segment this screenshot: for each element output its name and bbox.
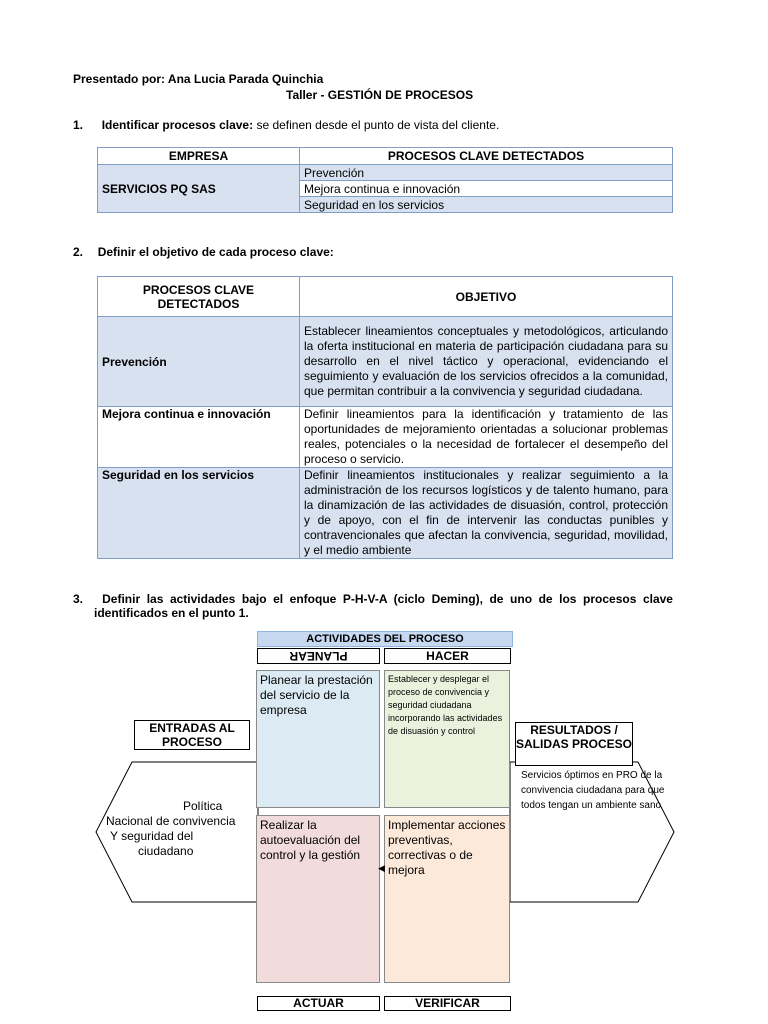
- key-processes-table: [97, 147, 673, 213]
- objective-cell: Definir lineamientos institucionales y realizar seguimiento a la administración de los recursos logísticos y de talento humano, para la dinamización de las actividades de disuasión, control, protección y de apoyo, con el fin de intervenir las conductas punibles y contravencionales que afectan la convivencia, seguridad, movilidad, y el medio ambiente: [300, 468, 673, 559]
- hacer-label: HACER: [384, 648, 511, 664]
- activities-title: ACTIVIDADES DEL PROCESO: [257, 631, 513, 647]
- section2-heading: [73, 245, 334, 259]
- cycle-arrow-icon: ◀: [378, 863, 385, 873]
- entradas-text: [104, 799, 244, 859]
- objective-cell: Establecer lineamientos conceptuales y metodológicos, articulando la oferta institucional en materia de participación ciudadana para su desarrollo en el nivel táctico y operacional, evidenciando el seguimiento y evaluación de los servicios ofrecidos a la comunidad, que permitan contribuir a la convivencia y seguridad ciudadana.: [300, 317, 673, 407]
- section3-number: 3.: [73, 592, 84, 606]
- presented-by: Presentado por: Ana Lucia Parada Quinchia: [73, 72, 324, 86]
- section3-heading: [73, 592, 673, 620]
- hacer-box: [384, 670, 510, 808]
- objectives-table: [97, 276, 673, 559]
- col-header-procesos: PROCESOS CLAVE DETECTADOS: [98, 277, 300, 317]
- actuar-box: [256, 815, 380, 983]
- section2-heading-text: Definir el objetivo de cada proceso clave:: [97, 245, 334, 259]
- actuar-label: ACTUAR: [257, 996, 380, 1011]
- col-header-empresa: EMPRESA: [98, 148, 300, 165]
- objective-cell: Definir lineamientos para la identificación y tratamiento de las oportunidades de mejoramiento orientadas a solucionar problemas reales, potenciales o la necesidad de fortalecer el desempeño del proceso o servicio.: [300, 407, 673, 468]
- entradas-line: Política: [183, 799, 223, 813]
- verificar-label: VERIFICAR: [384, 996, 511, 1011]
- resultados-label: RESULTADOS / SALIDAS PROCESO: [515, 722, 633, 766]
- process-cell: Seguridad en los servicios: [300, 197, 673, 213]
- section1-number: 1.: [73, 118, 84, 132]
- verificar-box: [384, 815, 510, 983]
- process-name-cell: Prevención: [98, 317, 300, 407]
- process-name-cell: Seguridad en los servicios: [98, 468, 300, 559]
- planear-label: PLANEAR: [257, 648, 380, 664]
- col-header-objetivo: OBJETIVO: [300, 277, 673, 317]
- resultados-text: Servicios óptimos en PRO de la convivencia ciudadana para que todos tengan un ambiente sano: [521, 770, 665, 811]
- entradas-label: ENTRADAS AL PROCESO: [134, 720, 250, 750]
- page-title: Taller - GESTIÓN DE PROCESOS: [286, 88, 474, 102]
- section2-number: 2.: [73, 245, 84, 259]
- process-cell: Mejora continua e innovación: [300, 181, 673, 197]
- company-cell: SERVICIOS PQ SAS: [98, 165, 300, 213]
- section3-heading-line2: identificados en el punto 1.: [94, 606, 249, 620]
- entradas-line: Nacional de convivencia: [106, 814, 236, 828]
- section3-heading-line1: Definir las actividades bajo el enfoque P-H-V-A (ciclo Deming), de uno de los procesos clave: [102, 592, 673, 606]
- actuar-text: Realizar la autoevaluación del control y la gestión: [260, 818, 361, 862]
- entradas-line: Y seguridad del: [110, 829, 194, 843]
- planear-text: Planear la prestación del servicio de la empresa: [260, 673, 373, 717]
- process-name-cell: Mejora continua e innovación: [98, 407, 300, 468]
- verificar-text: Implementar acciones preventivas, correctivas o de mejora: [388, 818, 506, 877]
- process-cell: Prevención: [300, 165, 673, 181]
- section1-heading-bold: Identificar procesos clave:: [101, 118, 254, 132]
- entradas-line: ciudadano: [138, 844, 194, 858]
- col-header-procesos: PROCESOS CLAVE DETECTADOS: [300, 148, 673, 165]
- section1-heading-rest: se definen desde el punto de vista del cliente.: [253, 118, 500, 132]
- hacer-text: Establecer y desplegar el proceso de convivencia y seguridad ciudadana incorporando las actividades de disuasión y control: [388, 674, 503, 736]
- planear-box: [256, 670, 380, 808]
- section1-heading: [73, 118, 499, 132]
